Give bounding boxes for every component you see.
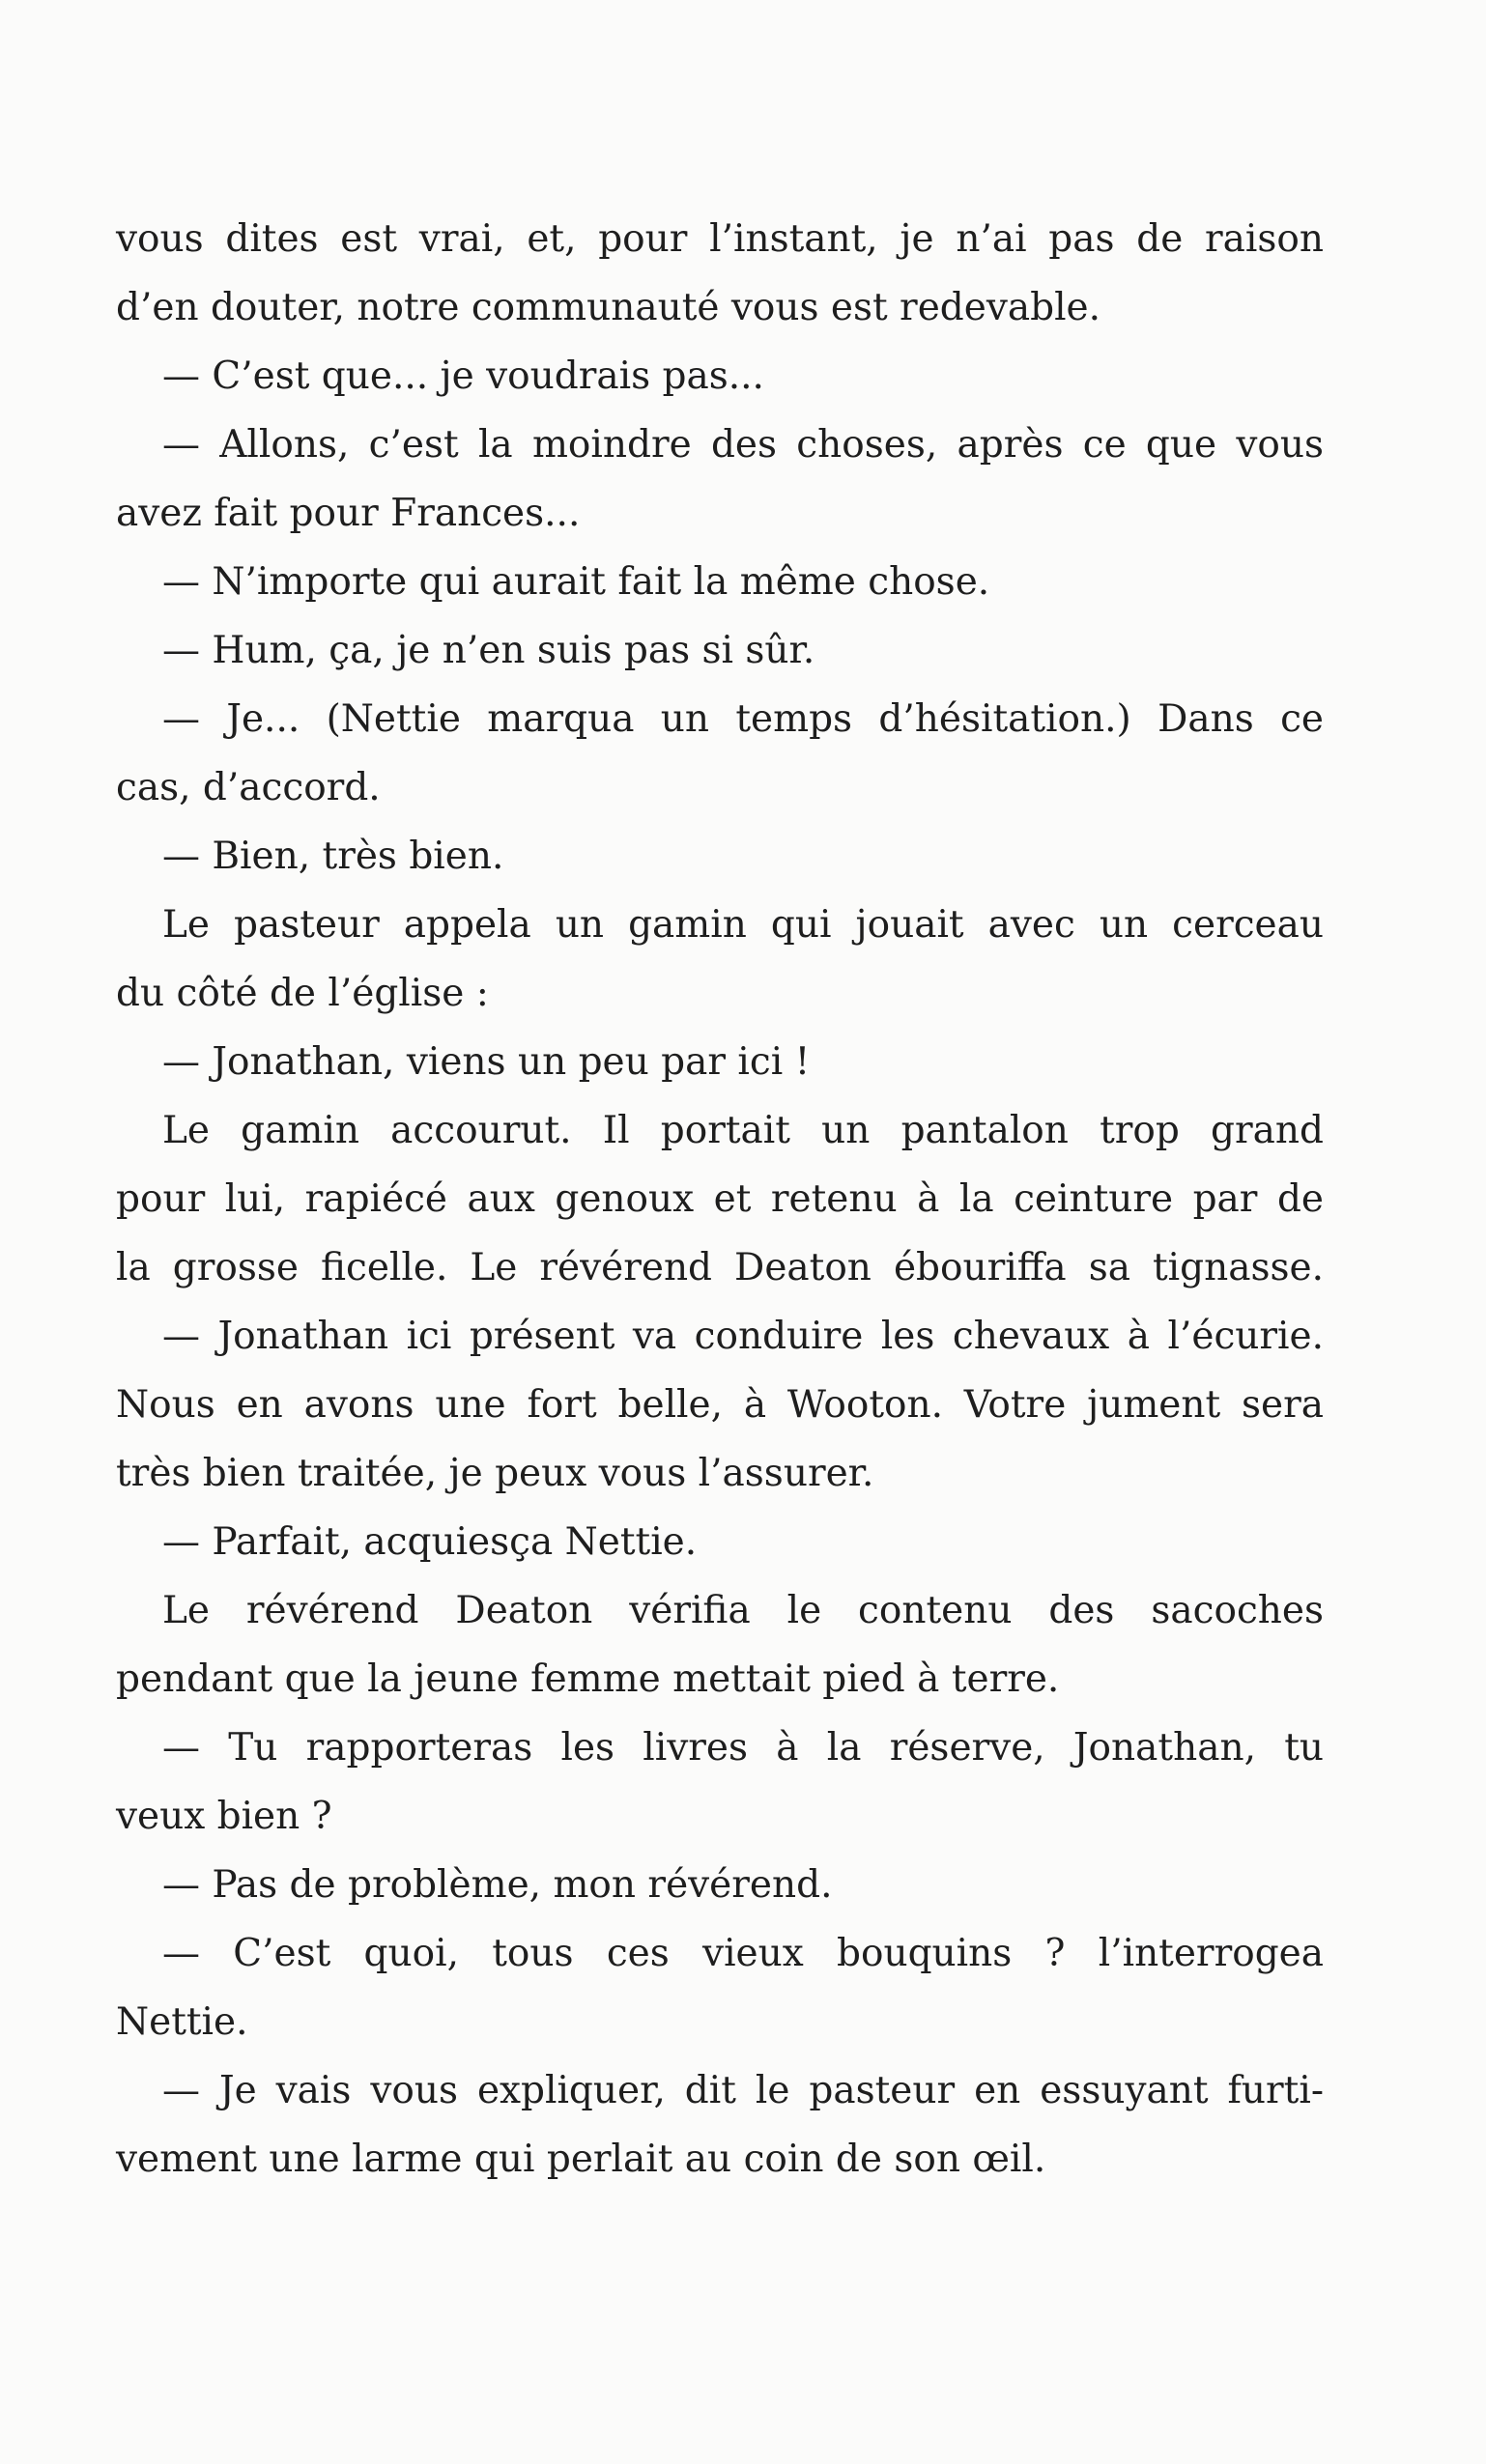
text-line: cas, d’accord. (116, 766, 381, 809)
book-page-text (116, 205, 1324, 2194)
text-line: la grosse ficelle. Le révérend Deaton ébouriffa sa tignasse. (116, 1246, 1324, 1289)
text-line: — N’importe qui aurait fait la même chose. (162, 560, 990, 604)
text-line: — Jonathan, viens un peu par ici ! (162, 1040, 811, 1084)
text-line: — Tu rapporteras les livres à la réserve, Jonathan, tu (162, 1726, 1324, 1770)
text-line: — Bien, très bien. (162, 835, 504, 878)
text-line: vous dites est vrai, et, pour l’instant, je n’ai pas de raison (116, 217, 1324, 261)
text-line: — Pas de problème, mon révérend. (162, 1863, 833, 1907)
text-line: Nettie. (116, 2000, 248, 2044)
text-line: Nous en avons une fort belle, à Wooton. Votre jument sera (116, 1383, 1324, 1427)
text-line: — Je... (Nettie marqua un temps d’hésitation.) Dans ce (162, 697, 1324, 741)
text-line: d’en douter, notre communauté vous est redevable. (116, 286, 1101, 329)
text-line: — Parfait, acquiesça Nettie. (162, 1520, 698, 1564)
text-line: — Je vais vous expliquer, dit le pasteur en essuyant furti- (162, 2069, 1324, 2112)
text-line: Le gamin accourut. Il portait un pantalon trop grand (162, 1109, 1324, 1152)
text-line: Le révérend Deaton vérifia le contenu des sacoches (162, 1589, 1324, 1632)
text-line: avez fait pour Frances... (116, 492, 581, 535)
text-line: — Allons, c’est la moindre des choses, après ce que vous (162, 423, 1324, 467)
text-line: pendant que la jeune femme mettait pied à terre. (116, 1657, 1060, 1701)
text-line: très bien traitée, je peux vous l’assurer. (116, 1452, 874, 1495)
text-line: — C’est quoi, tous ces vieux bouquins ? l’interrogea (162, 1932, 1324, 1975)
text-line: — Hum, ça, je n’en suis pas si sûr. (162, 629, 815, 672)
text-line: du côté de l’église : (116, 972, 489, 1015)
text-line: Le pasteur appela un gamin qui jouait avec un cerceau (162, 903, 1324, 947)
text-line: vement une larme qui perlait au coin de son œil. (116, 2138, 1046, 2181)
text-line: veux bien ? (116, 1795, 332, 1838)
text-line: — C’est que... je voudrais pas... (162, 354, 764, 398)
text-line: pour lui, rapiécé aux genoux et retenu à la ceinture par de (116, 1177, 1324, 1221)
text-line: — Jonathan ici présent va conduire les chevaux à l’écurie. (162, 1315, 1324, 1358)
